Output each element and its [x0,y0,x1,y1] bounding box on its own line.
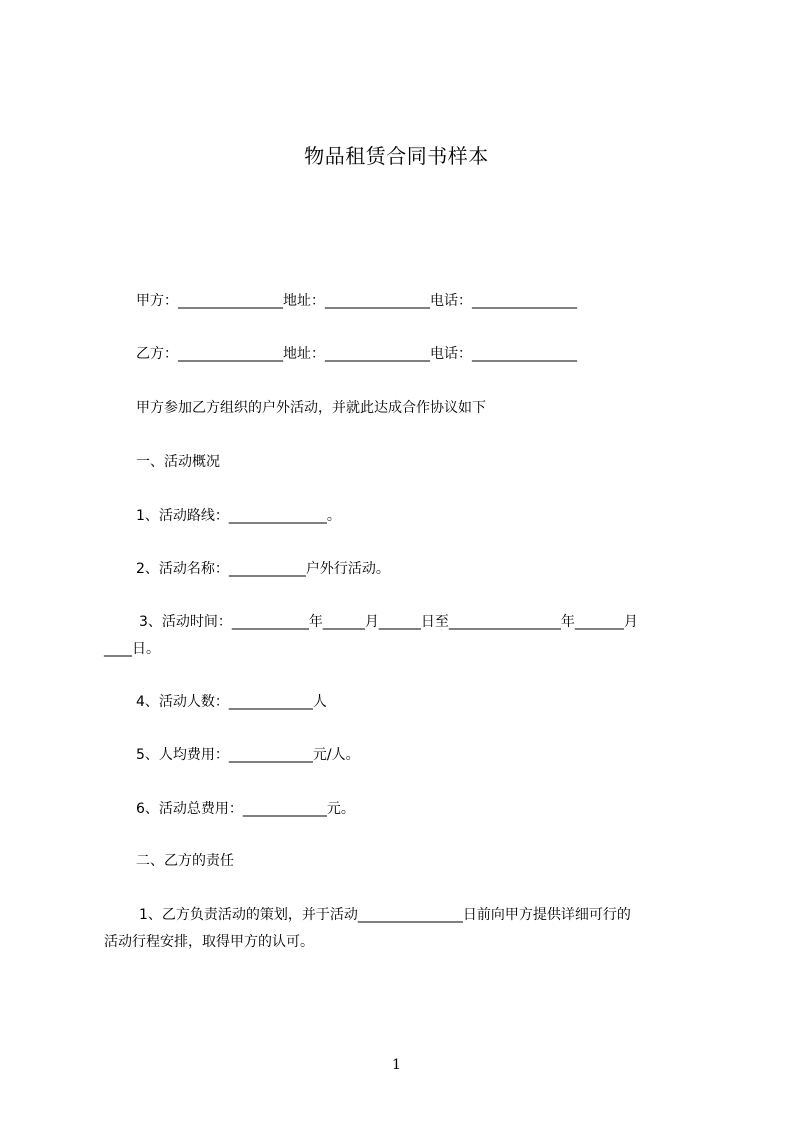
page-number: 1 [392,1057,401,1073]
total-fee: 6、活动总费用：____________元。 [136,801,355,817]
activity-time-line-1: 3、活动时间：___________年______月______日至________________年_______月 [139,614,638,630]
intro-paragraph: 甲方参加乙方组织的户外活动，并就此达成合作协议如下 [136,400,486,416]
participant-count: 4、活动人数：____________人 [136,694,327,710]
party-b-line: 乙方：_______________地址：_______________电话：_______________ [136,346,577,362]
activity-route: 1、活动路线：______________。 [136,508,341,524]
section-1-heading: 一、活动概况 [136,454,220,470]
activity-time-line-2: ____日。 [104,641,160,657]
party-a-line: 甲方：_______________地址：_______________电话：_______________ [136,293,577,309]
section-2-item-1-line-1: 1、乙方负责活动的策划，并于活动_______________日前向甲方提供详细可行的 [139,907,631,923]
section-2-heading: 二、乙方的责任 [136,853,234,869]
section-2-item-1-line-2: 活动行程安排，取得甲方的认可。 [104,934,314,950]
per-person-fee: 5、人均费用：____________元/人。 [136,747,360,763]
page-title: 物品租赁合同书样本 [304,144,489,168]
activity-name: 2、活动名称：___________户外行活动。 [136,561,390,577]
